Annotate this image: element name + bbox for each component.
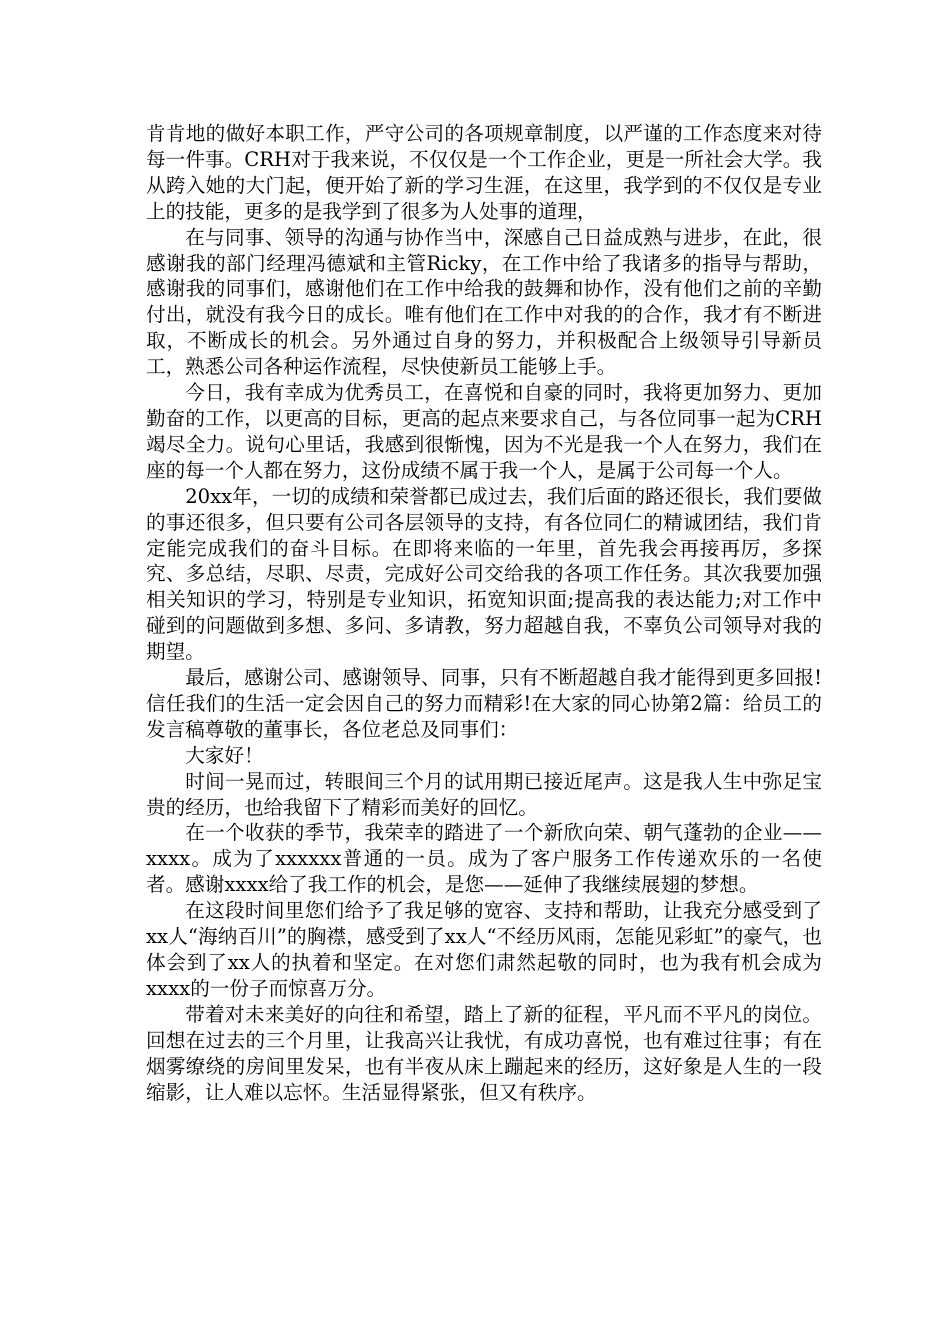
document-page: [146, 121, 822, 1105]
greeting: 大家好！: [185, 743, 264, 767]
paragraph: 肯肯地的做好本职工作，严守公司的各项规章制度，以严谨的工作态度来对待每一件事。CRH对于我来说，不仅仅是一个工作企业，更是一所社会大学。我从跨入她的大门起，便开始了新的学习生涯，在这里，我学到的不仅仅是专业上的技能，更多的是我学到了很多为人处事的道理，: [146, 122, 822, 223]
paragraph: 在一个收获的季节，我荣幸的踏进了一个新欣向荣、朝气蓬勃的企业——xxxx。成为了xxxxxx普通的一员。成为了客户服务工作传递欢乐的一名使者。感谢xxxx给了我工作的机会，是您——延伸了我继续展翅的梦想。: [146, 821, 822, 897]
paragraph: 20xx年，一切的成绩和荣誉都已成过去，我们后面的路还很长，我们要做的事还很多，但只要有公司各层领导的支持，有各位同仁的精诚团结，我们肯定能完成我们的奋斗目标。在即将来临的一年里，首先我会再接再厉，多探究、多总结，尽职、尽责，完成好公司交给我的各项工作任务。其次我要加强相关知识的学习，特别是专业知识，拓宽知识面;提高我的表达能力;对工作中碰到的问题做到多想、多问、多请教，努力超越自我，不辜负公司领导对我的期望。: [146, 484, 822, 664]
paragraph: 今日，我有幸成为优秀员工，在喜悦和自豪的同时，我将更加努力、更加勤奋的工作，以更高的目标，更高的起点来要求自己，与各位同事一起为CRH竭尽全力。说句心里话，我感到很惭愧，因为不光是我一个人在努力，我们在座的每一个人都在努力，这份成绩不属于我一个人，是属于公司每一个人。: [146, 381, 822, 482]
paragraph: 带着对未来美好的向往和希望，踏上了新的征程，平凡而不平凡的岗位。回想在过去的三个月里，让我高兴让我忧，有成功喜悦，也有难过往事；有在烟雾缭绕的房间里发呆，也有半夜从床上蹦起来的经历，这好象是人生的一段缩影，让人难以忘怀。生活显得紧张，但又有秩序。: [146, 1002, 822, 1104]
paragraph: 在与同事、领导的沟通与协作当中，深感自己日益成熟与进步，在此，很感谢我的部门经理冯德斌和主管Ricky，在工作中给了我诸多的指导与帮助，感谢我的同事们，感谢他们在工作中给我的鼓舞和协作，没有他们之前的辛勤付出，就没有我今日的成长。唯有他们在工作中对我的的合作，我才有不断进取，不断成长的机会。另外通过自身的努力，并积极配合上级领导引导新员工，熟悉公司各种运作流程，尽快使新员工能够上手。: [146, 225, 822, 379]
paragraph: 在这段时间里您们给予了我足够的宽容、支持和帮助，让我充分感受到了xx人“海纳百川”的胸襟，感受到了xx人“不经历风雨，怎能见彩虹”的豪气，也体会到了xx人的执着和坚定。在对您们肃然起敬的同时，也为我有机会成为xxxx的一份子而惊喜万分。: [146, 899, 822, 1000]
paragraph: 时间一晃而过，转眼间三个月的试用期已接近尾声。这是我人生中弥足宝贵的经历，也给我留下了精彩而美好的回忆。: [146, 769, 822, 819]
paragraph: 最后，感谢公司、感谢领导、同事，只有不断超越自我才能得到更多回报!信任我们的生活一定会因自己的努力而精彩!在大家的同心协第2篇：给员工的发言稿尊敬的董事长，各位老总及同事们：: [146, 666, 822, 741]
